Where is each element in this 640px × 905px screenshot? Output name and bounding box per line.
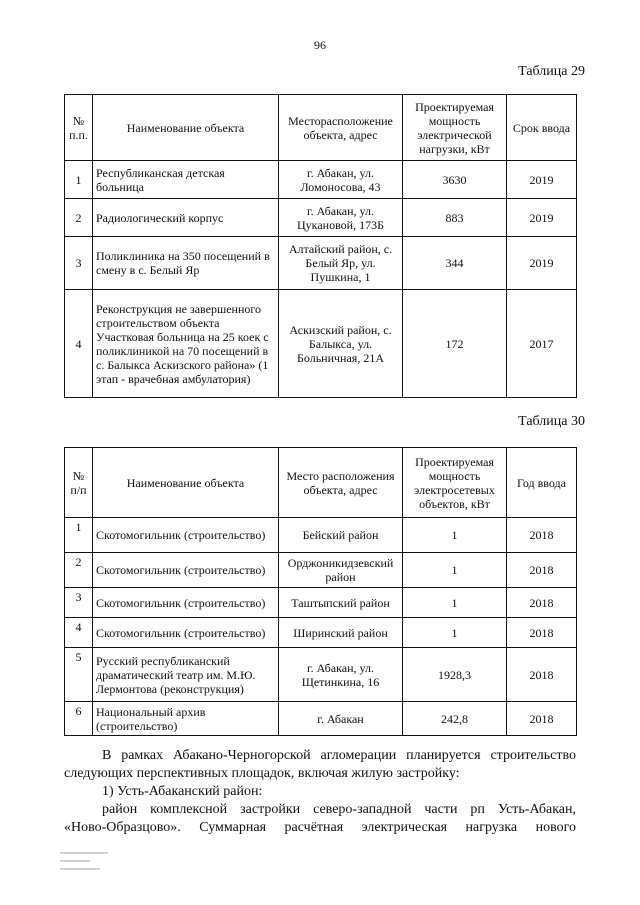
cell-year: 2018	[507, 588, 577, 618]
col-header-location: Месторасположение объекта, адрес	[279, 95, 403, 161]
cell-power: 1928,3	[403, 648, 507, 702]
table-header-row	[65, 448, 577, 518]
cell-year: 2018	[507, 618, 577, 648]
cell-number: 6	[65, 702, 93, 736]
table-row	[65, 199, 577, 237]
cell-number: 1	[65, 518, 93, 553]
cell-power: 1	[403, 518, 507, 553]
cell-name: Республиканская детская больница	[93, 161, 279, 199]
cell-name: Радиологический корпус	[93, 199, 279, 237]
table-29-caption: Таблица 29	[518, 64, 585, 79]
paragraph-zone-line1: район комплексной застройки северо-западной части рп Усть-Абакан,	[102, 802, 576, 817]
cell-year: 2019	[507, 161, 577, 199]
table-row	[65, 553, 577, 588]
cell-location: Алтайский район, с. Белый Яр, ул. Пушкина, 1	[279, 237, 403, 290]
list-item-ust-abakan: 1) Усть-Абаканский район:	[102, 784, 263, 799]
paragraph-agglomeration-line1: В рамках Абакано-Черногорской агломерации планируется строительство	[102, 748, 576, 763]
cell-year: 2018	[507, 553, 577, 588]
cell-location: г. Абакан, ул. Цукановой, 173Б	[279, 199, 403, 237]
cell-power: 883	[403, 199, 507, 237]
col-header-term: Срок ввода	[507, 95, 577, 161]
col-header-power: Проектируемая мощность электросетевых объектов, кВт	[403, 448, 507, 518]
table-row	[65, 618, 577, 648]
cell-location: г. Абакан	[279, 702, 403, 736]
col-header-location: Место расположения объекта, адрес	[279, 448, 403, 518]
cell-name: Скотомогильник (строительство)	[93, 553, 279, 588]
table-30	[64, 447, 577, 736]
paragraph-zone-line2: «Ново-Образцово». Суммарная расчётная электрическая нагрузка нового	[64, 820, 576, 835]
col-header-name: Наименование объекта	[93, 448, 279, 518]
cell-location: Таштыпский район	[279, 588, 403, 618]
cell-year: 2018	[507, 518, 577, 553]
cell-number: 3	[65, 237, 93, 290]
table-header-row	[65, 95, 577, 161]
cell-number: 4	[65, 618, 93, 648]
cell-name: Поликлиника на 350 посещений в смену в с. Белый Яр	[93, 237, 279, 290]
cell-location: г. Абакан, ул. Щетинкина, 16	[279, 648, 403, 702]
paragraph-agglomeration-line2: следующих перспективных площадок, включая жилую застройку:	[64, 766, 460, 781]
cell-year: 2019	[507, 199, 577, 237]
cell-power: 344	[403, 237, 507, 290]
cell-number: 3	[65, 588, 93, 618]
cell-name: Русский республиканский драматический театр им. М.Ю. Лермонтова (реконструкция)	[93, 648, 279, 702]
cell-name: Скотомогильник (строительство)	[93, 518, 279, 553]
col-header-year: Год ввода	[507, 448, 577, 518]
cell-number: 2	[65, 553, 93, 588]
table-row	[65, 702, 577, 736]
cell-name: Скотомогильник (строительство)	[93, 618, 279, 648]
cell-number: 1	[65, 161, 93, 199]
col-header-number: № п.п.	[65, 95, 93, 161]
cell-year: 2019	[507, 237, 577, 290]
cell-location: Бейский район	[279, 518, 403, 553]
page-number: 96	[314, 38, 326, 52]
cell-location: Аскизский район, с. Балыкса, ул. Больничная, 21А	[279, 290, 403, 398]
table-row	[65, 588, 577, 618]
col-header-number: № п/п	[65, 448, 93, 518]
table-row	[65, 648, 577, 702]
table-row	[65, 161, 577, 199]
cell-power: 1	[403, 618, 507, 648]
cell-location: г. Абакан, ул. Ломоносова, 43	[279, 161, 403, 199]
table-29	[64, 94, 577, 398]
cell-power: 172	[403, 290, 507, 398]
cell-name: Национальный архив (строительство)	[93, 702, 279, 736]
cell-year: 2018	[507, 702, 577, 736]
col-header-power: Проектируемая мощность электрической нагрузки, кВт	[403, 95, 507, 161]
cell-power: 1	[403, 588, 507, 618]
cell-name: Реконструкция не завершенного строительством объекта Участковая больница на 25 коек с поликлиникой на 70 посещений в с. Балыкса Аскизского района» (1 этап - врачебная амбулатория)	[93, 290, 279, 398]
cell-year: 2017	[507, 290, 577, 398]
cell-power: 1	[403, 553, 507, 588]
cell-number: 5	[65, 648, 93, 702]
cell-power: 3630	[403, 161, 507, 199]
table-row	[65, 518, 577, 553]
cell-location: Орджоникидзевский район	[279, 553, 403, 588]
scan-artifact	[60, 846, 120, 876]
table-row	[65, 290, 577, 398]
col-header-name: Наименование объекта	[93, 95, 279, 161]
cell-power: 242,8	[403, 702, 507, 736]
table-row	[65, 237, 577, 290]
table-30-caption: Таблица 30	[518, 414, 585, 429]
cell-number: 2	[65, 199, 93, 237]
cell-name: Скотомогильник (строительство)	[93, 588, 279, 618]
cell-location: Ширинский район	[279, 618, 403, 648]
cell-number: 4	[65, 290, 93, 398]
cell-year: 2018	[507, 648, 577, 702]
